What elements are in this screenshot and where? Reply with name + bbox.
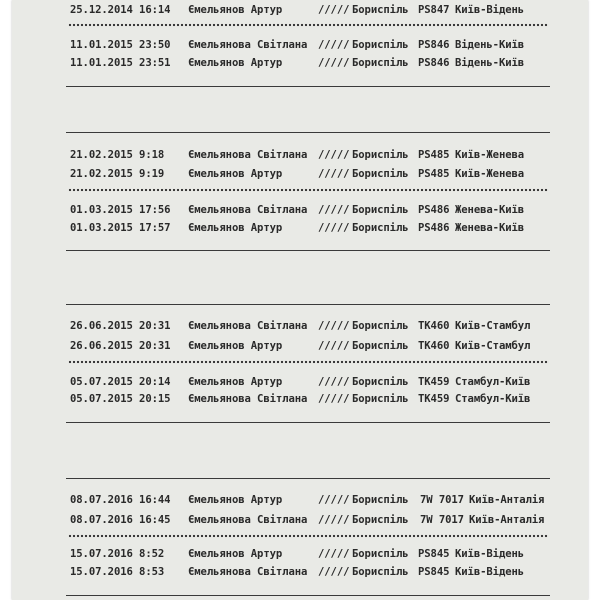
- entry-separator: /////: [318, 39, 350, 51]
- block-top-rule: [66, 304, 550, 305]
- entry-datetime: 01.03.2015 17:56: [70, 204, 171, 216]
- entry-airport: Бориспіль: [352, 566, 409, 578]
- entry-route: Стамбул-Київ: [455, 376, 531, 388]
- block-bottom-rule: [66, 595, 550, 596]
- entry-route: Київ-Анталія: [469, 494, 545, 506]
- entry-passenger: Ємельянов Артур: [188, 548, 283, 560]
- entry-separator: /////: [318, 320, 350, 332]
- entry-separator: /////: [318, 494, 350, 506]
- flight-log-sheet: [12, 0, 588, 600]
- entry-datetime: 08.07.2016 16:44: [70, 494, 171, 506]
- entry-passenger: Ємельянова Світлана: [188, 39, 308, 51]
- entry-datetime: 26.06.2015 20:31: [70, 320, 171, 332]
- entry-flight: TK460: [418, 340, 450, 352]
- entry-separator: /////: [318, 149, 350, 161]
- entry-passenger: Ємельянов Артур: [188, 494, 283, 506]
- entry-airport: Бориспіль: [352, 548, 409, 560]
- entry-airport: Бориспіль: [352, 494, 409, 506]
- entry-passenger: Ємельянова Світлана: [188, 393, 308, 405]
- entry-route: Київ-Відень: [455, 548, 525, 560]
- block-bottom-rule: [66, 86, 550, 87]
- entry-passenger: Ємельянова Світлана: [188, 149, 308, 161]
- entry-route: Відень-Київ: [455, 57, 525, 69]
- entry-flight: PS485: [418, 168, 450, 180]
- entry-datetime: 26.06.2015 20:31: [70, 340, 171, 352]
- entry-separator: /////: [318, 393, 350, 405]
- entry-separator: /////: [318, 514, 350, 526]
- entry-route: Київ-Відень: [455, 4, 525, 16]
- entry-airport: Бориспіль: [352, 376, 409, 388]
- entry-airport: Бориспіль: [352, 340, 409, 352]
- entry-airport: Бориспіль: [352, 514, 409, 526]
- entry-datetime: 11.01.2015 23:50: [70, 39, 171, 51]
- entry-route: Відень-Київ: [455, 39, 525, 51]
- entry-airport: Бориспіль: [352, 149, 409, 161]
- entry-datetime: 05.07.2015 20:15: [70, 393, 171, 405]
- entry-airport: Бориспіль: [352, 222, 409, 234]
- entry-separator: /////: [318, 548, 350, 560]
- entry-datetime: 01.03.2015 17:57: [70, 222, 171, 234]
- entry-separator: /////: [318, 204, 350, 216]
- entry-separator: /////: [318, 566, 350, 578]
- entry-datetime: 21.02.2015 9:18: [70, 149, 165, 161]
- entry-flight: PS486: [418, 204, 450, 216]
- entry-separator: /////: [318, 4, 350, 16]
- entry-datetime: 05.07.2015 20:14: [70, 376, 171, 388]
- entry-airport: Бориспіль: [352, 4, 409, 16]
- entry-separator: /////: [318, 57, 350, 69]
- entry-flight: PS847: [418, 4, 450, 16]
- entry-datetime: 08.07.2016 16:45: [70, 514, 171, 526]
- entry-passenger: Ємельянова Світлана: [188, 204, 308, 216]
- entry-datetime: 15.07.2016 8:52: [70, 548, 165, 560]
- entry-separator: /////: [318, 222, 350, 234]
- entry-separator: /////: [318, 168, 350, 180]
- entry-flight: PS845: [418, 566, 450, 578]
- asterisk-separator: [68, 533, 548, 539]
- entry-passenger: Ємельянов Артур: [188, 376, 283, 388]
- entry-route: Київ-Стамбул: [455, 320, 531, 332]
- entry-passenger: Ємельянов Артур: [188, 4, 283, 16]
- entry-airport: Бориспіль: [352, 320, 409, 332]
- entry-route: Київ-Анталія: [469, 514, 545, 526]
- block-bottom-rule: [66, 250, 550, 251]
- entry-datetime: 11.01.2015 23:51: [70, 57, 171, 69]
- entry-flight: 7W 7017: [420, 494, 464, 506]
- entry-passenger: Ємельянов Артур: [188, 57, 283, 69]
- entry-passenger: Ємельянова Світлана: [188, 320, 308, 332]
- entry-route: Женева-Київ: [455, 222, 525, 234]
- entry-airport: Бориспіль: [352, 57, 409, 69]
- block-top-rule: [66, 132, 550, 133]
- entry-separator: /////: [318, 340, 350, 352]
- entry-flight: PS485: [418, 149, 450, 161]
- entry-route: Київ-Женева: [455, 168, 525, 180]
- entry-flight: PS846: [418, 39, 450, 51]
- entry-airport: Бориспіль: [352, 204, 409, 216]
- entry-passenger: Ємельянова Світлана: [188, 514, 308, 526]
- entry-flight: PS845: [418, 548, 450, 560]
- entry-datetime: 21.02.2015 9:19: [70, 168, 165, 180]
- entry-flight: PS846: [418, 57, 450, 69]
- entry-route: Київ-Стамбул: [455, 340, 531, 352]
- entry-route: Стамбул-Київ: [455, 393, 531, 405]
- entry-airport: Бориспіль: [352, 168, 409, 180]
- block-top-rule: [66, 478, 550, 479]
- entry-datetime: 15.07.2016 8:53: [70, 566, 165, 578]
- entry-route: Київ-Женева: [455, 149, 525, 161]
- entry-flight: TK460: [418, 320, 450, 332]
- entry-airport: Бориспіль: [352, 393, 409, 405]
- entry-passenger: Ємельянов Артур: [188, 222, 283, 234]
- entry-flight: TK459: [418, 376, 450, 388]
- block-bottom-rule: [66, 422, 550, 423]
- entry-separator: /////: [318, 376, 350, 388]
- entry-airport: Бориспіль: [352, 39, 409, 51]
- entry-flight: TK459: [418, 393, 450, 405]
- entry-flight: 7W 7017: [420, 514, 464, 526]
- entry-flight: PS486: [418, 222, 450, 234]
- entry-passenger: Ємельянов Артур: [188, 168, 283, 180]
- asterisk-separator: [68, 22, 548, 28]
- asterisk-separator: [68, 187, 548, 193]
- asterisk-separator: [68, 359, 548, 365]
- entry-route: Київ-Відень: [455, 566, 525, 578]
- entry-passenger: Ємельянова Світлана: [188, 566, 308, 578]
- entry-passenger: Ємельянов Артур: [188, 340, 283, 352]
- entry-datetime: 25.12.2014 16:14: [70, 4, 171, 16]
- entry-route: Женева-Київ: [455, 204, 525, 216]
